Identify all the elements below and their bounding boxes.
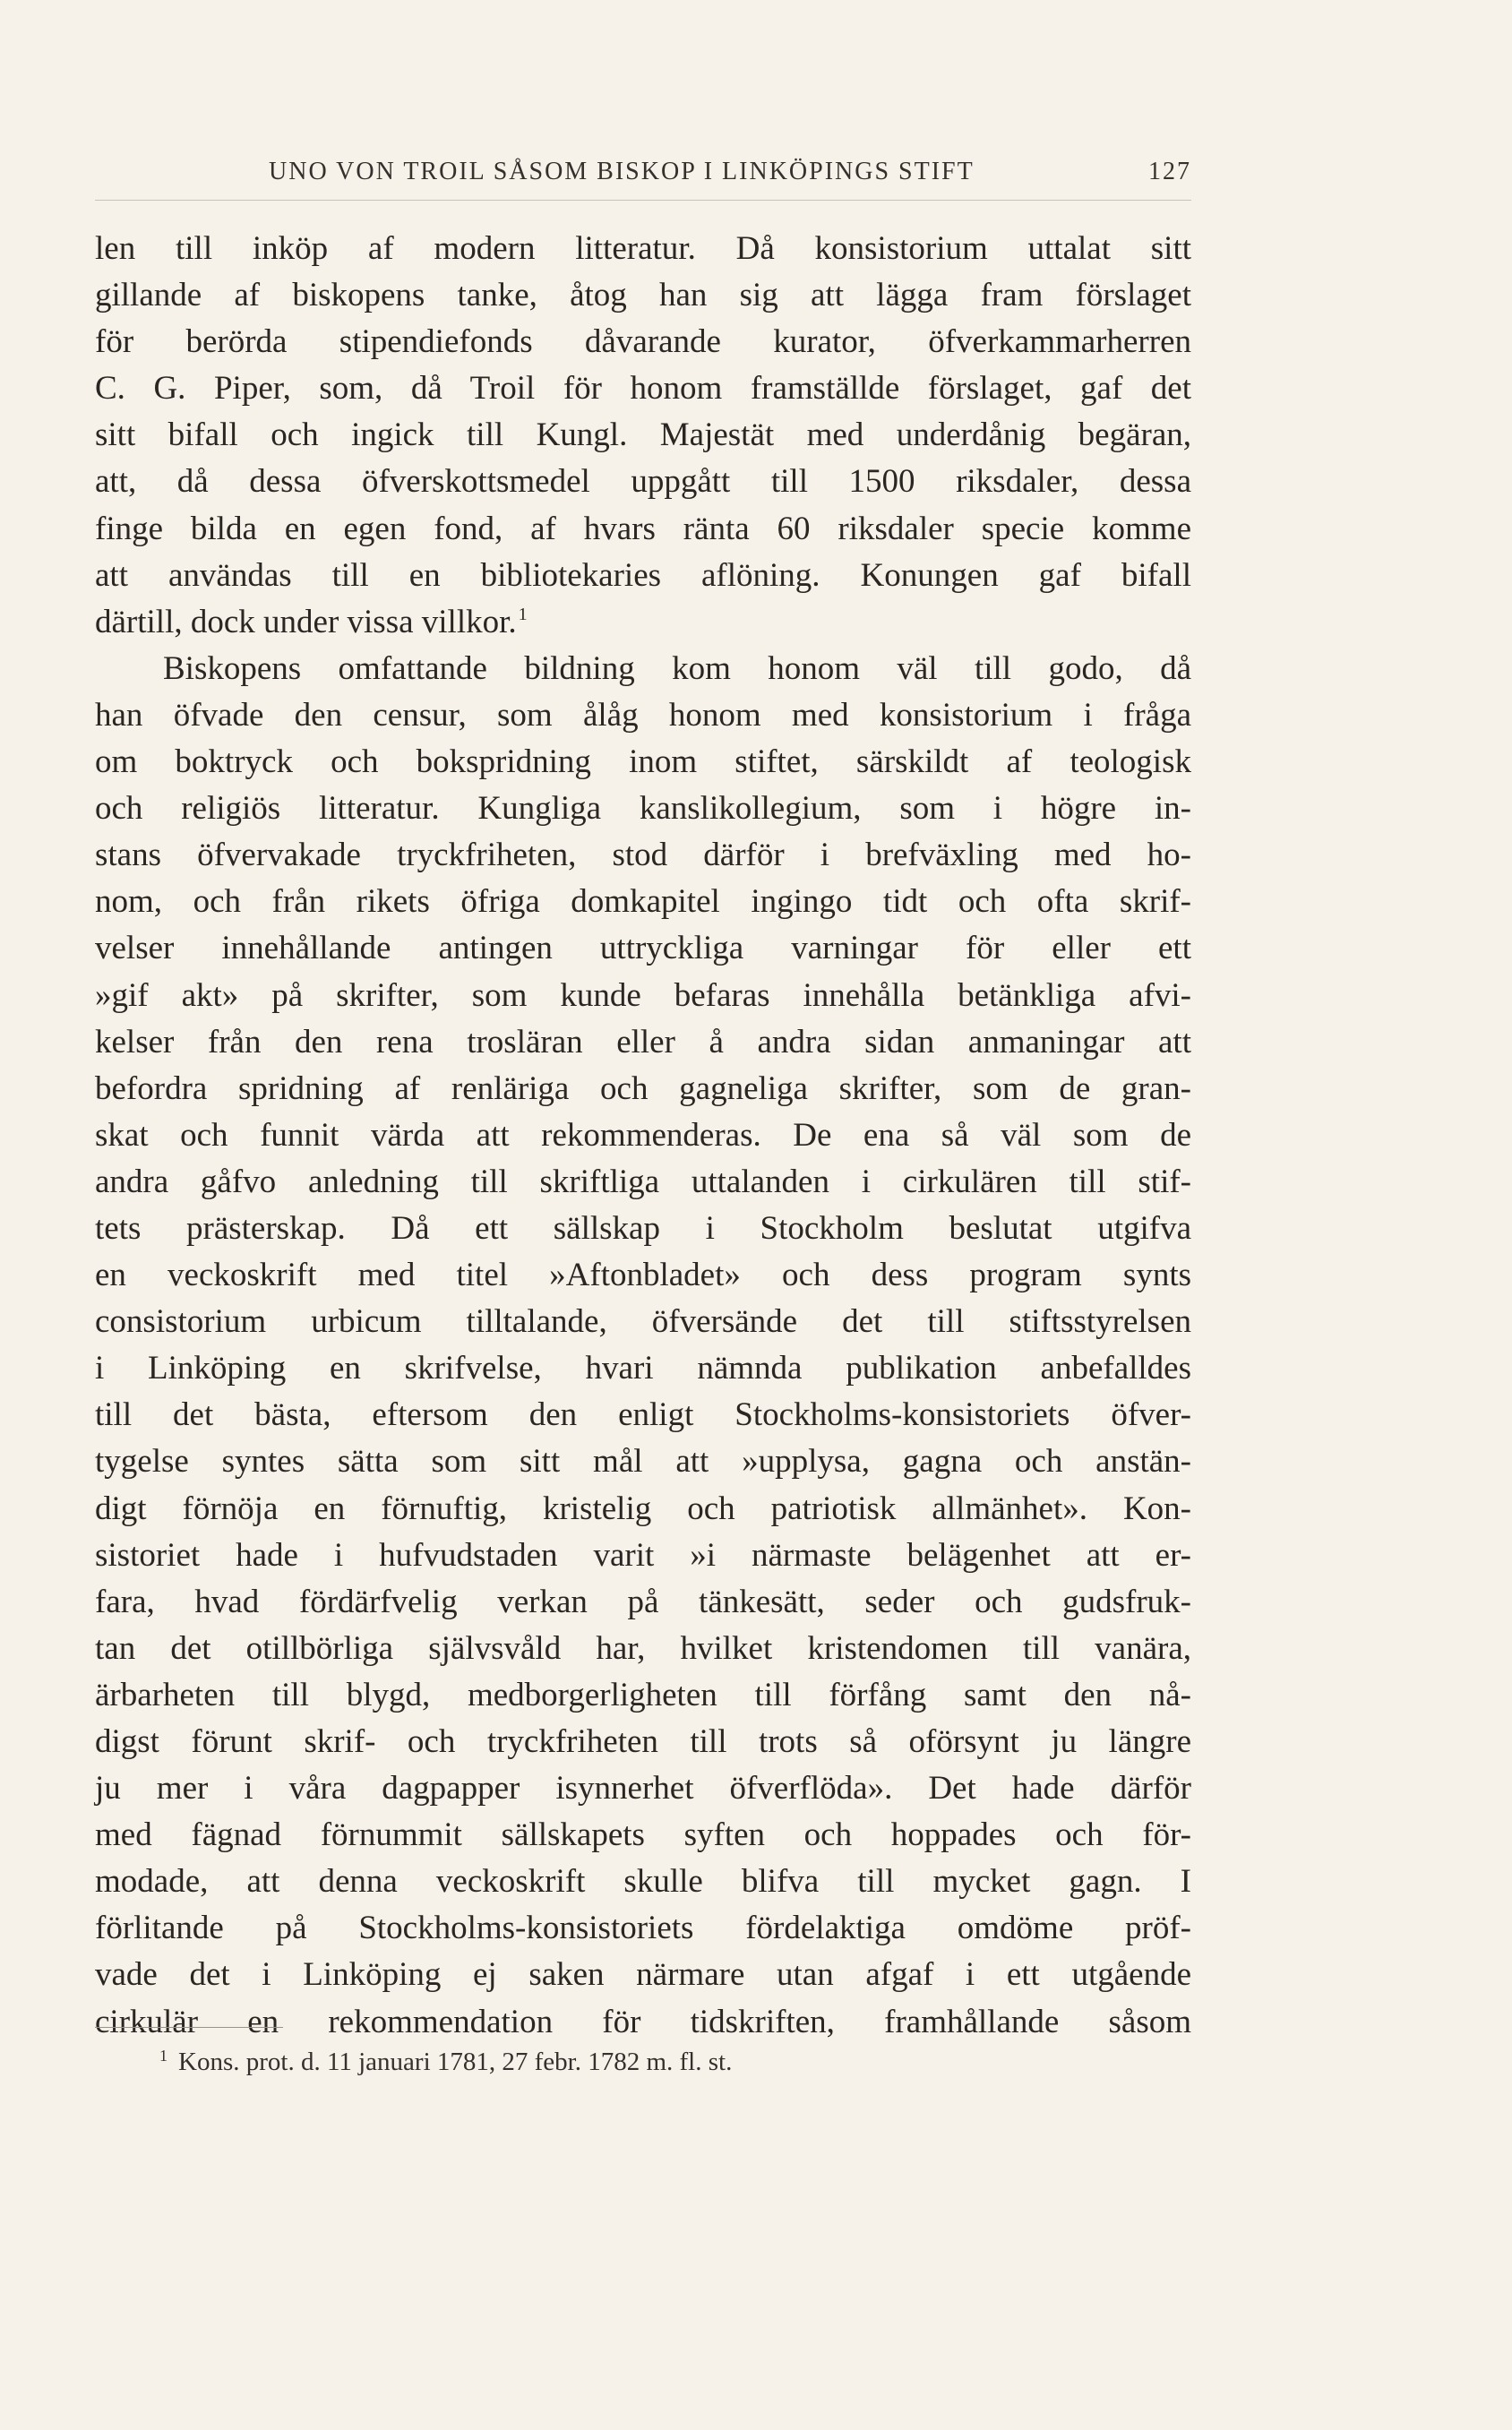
text-line: tygelse syntes sätta som sitt mål att »upplysa, gagna och anstän- [95,1443,1191,1481]
text-line: och religiös litteratur. Kungliga kanslikollegium, som i högre in- [95,790,1191,828]
text-line: förlitande på Stockholms-konsistoriets fördelaktiga omdöme pröf- [95,1910,1191,1947]
body-text [95,226,1191,2046]
header-rule [95,200,1191,201]
text-line: med fägnad förnummit sällskapets syften och hoppades och för- [95,1816,1191,1854]
text-line: modade, att denna veckoskrift skulle blifva till mycket gagn. I [95,1863,1191,1901]
text-line: att, då dessa öfverskottsmedel uppgått till 1500 riksdaler, dessa [95,463,1191,501]
text-line: digst förunt skrif- och tryckfriheten till trots så oförsynt ju längre [95,1723,1191,1760]
footnote-marker: 1 [159,2047,168,2065]
text-line: andra gåfvo anledning till skriftliga uttalanden i cirkulären till stif- [95,1163,1191,1200]
text-line: om boktryck och bokspridning inom stiftet, särskildt af teologisk [95,743,1191,781]
footnote-reference: 1 [518,604,528,624]
text-line: att användas till en bibliotekaries aflöning. Konungen gaf bifall [95,556,1191,594]
text-line: gillande af biskopens tanke, åtog han sig att lägga fram förslaget [95,277,1191,314]
paragraph-end-line [95,599,1191,646]
text-line: till det bästa, eftersom den enligt Stockholms-konsistoriets öfver- [95,1396,1191,1434]
text-line: vade det i Linköping ej saken närmare utan afgaf i ett utgående [95,1956,1191,1994]
footnote-text: Kons. prot. d. 11 januari 1781, 27 febr. 1782 m. fl. st. [178,2048,733,2076]
text-line: finge bilda en egen fond, af hvars ränta 60 riksdaler specie komme [95,510,1191,547]
text-line: sitt bifall och ingick till Kungl. Majestät med underdånig begäran, [95,416,1191,454]
text-line: »gif akt» på skrifter, som kunde befaras innehålla betänkliga afvi- [95,976,1191,1014]
text-line: tan det otillbörliga självsvåld har, hvilket kristendomen till vanära, [95,1629,1191,1667]
running-header [269,158,1191,193]
footnote [159,2027,732,2084]
text-line: consistorium urbicum tilltalande, öfversände det till stiftsstyrelsen [95,1303,1191,1341]
text-line: befordra spridning af renläriga och gagneliga skrifter, som de gran- [95,1069,1191,1107]
page-number: 127 [1148,158,1191,185]
text-line: C. G. Piper, som, då Troil för honom framställde förslaget, gaf det [95,370,1191,408]
text-line: stans öfvervakade tryckfriheten, stod därför i brefväxling med ho- [95,837,1191,874]
text-line: därtill, dock under vissa villkor. [95,603,517,640]
text-line: för berörda stipendiefonds dåvarande kurator, öfverkammarherren [95,323,1191,361]
text-line: len till inköp af modern litteratur. Då konsistorium uttalat sitt [95,230,1191,267]
text-line: han öfvade den censur, som ålåg honom med konsistorium i fråga [95,696,1191,734]
text-line: sistoriet hade i hufvudstaden varit »i närmaste belägenhet att er- [95,1536,1191,1574]
text-line: ju mer i våra dagpapper isynnerhet öfverflöda». Det hade därför [95,1770,1191,1807]
text-line: skat och funnit värda att rekommenderas. De ena så väl som de [95,1116,1191,1154]
text-line: fara, hvad fördärfvelig verkan på tänkesätt, seder och gudsfruk- [95,1583,1191,1620]
text-line: velser innehållande antingen uttryckliga varningar för eller ett [95,930,1191,967]
text-line: en veckoskrift med titel »Aftonbladet» och dess program synts [95,1257,1191,1294]
text-line: ärbarheten till blygd, medborgerligheten till förfång samt den nå- [95,1676,1191,1713]
text-line: i Linköping en skrifvelse, hvari nämnda publikation anbefalldes [95,1350,1191,1387]
text-line: digt förnöja en förnuftig, kristelig och patriotisk allmänhet». Kon- [95,1490,1191,1527]
text-line: Biskopens omfattande bildning kom honom väl till godo, då [163,649,1191,687]
text-line: kelser från den rena trosläran eller å andra sidan anmaningar att [95,1023,1191,1060]
text-line: cirkulär en rekommendation för tidskriften, framhållande såsom [95,2003,1191,2040]
text-line: nom, och från rikets öfriga domkapitel ingingo tidt och ofta skrif- [95,883,1191,921]
text-line: tets prästerskap. Då ett sällskap i Stockholm beslutat utgifva [95,1209,1191,1247]
running-title: UNO VON TROIL SÅSOM BISKOP I LINKÖPINGS STIFT [269,158,975,185]
